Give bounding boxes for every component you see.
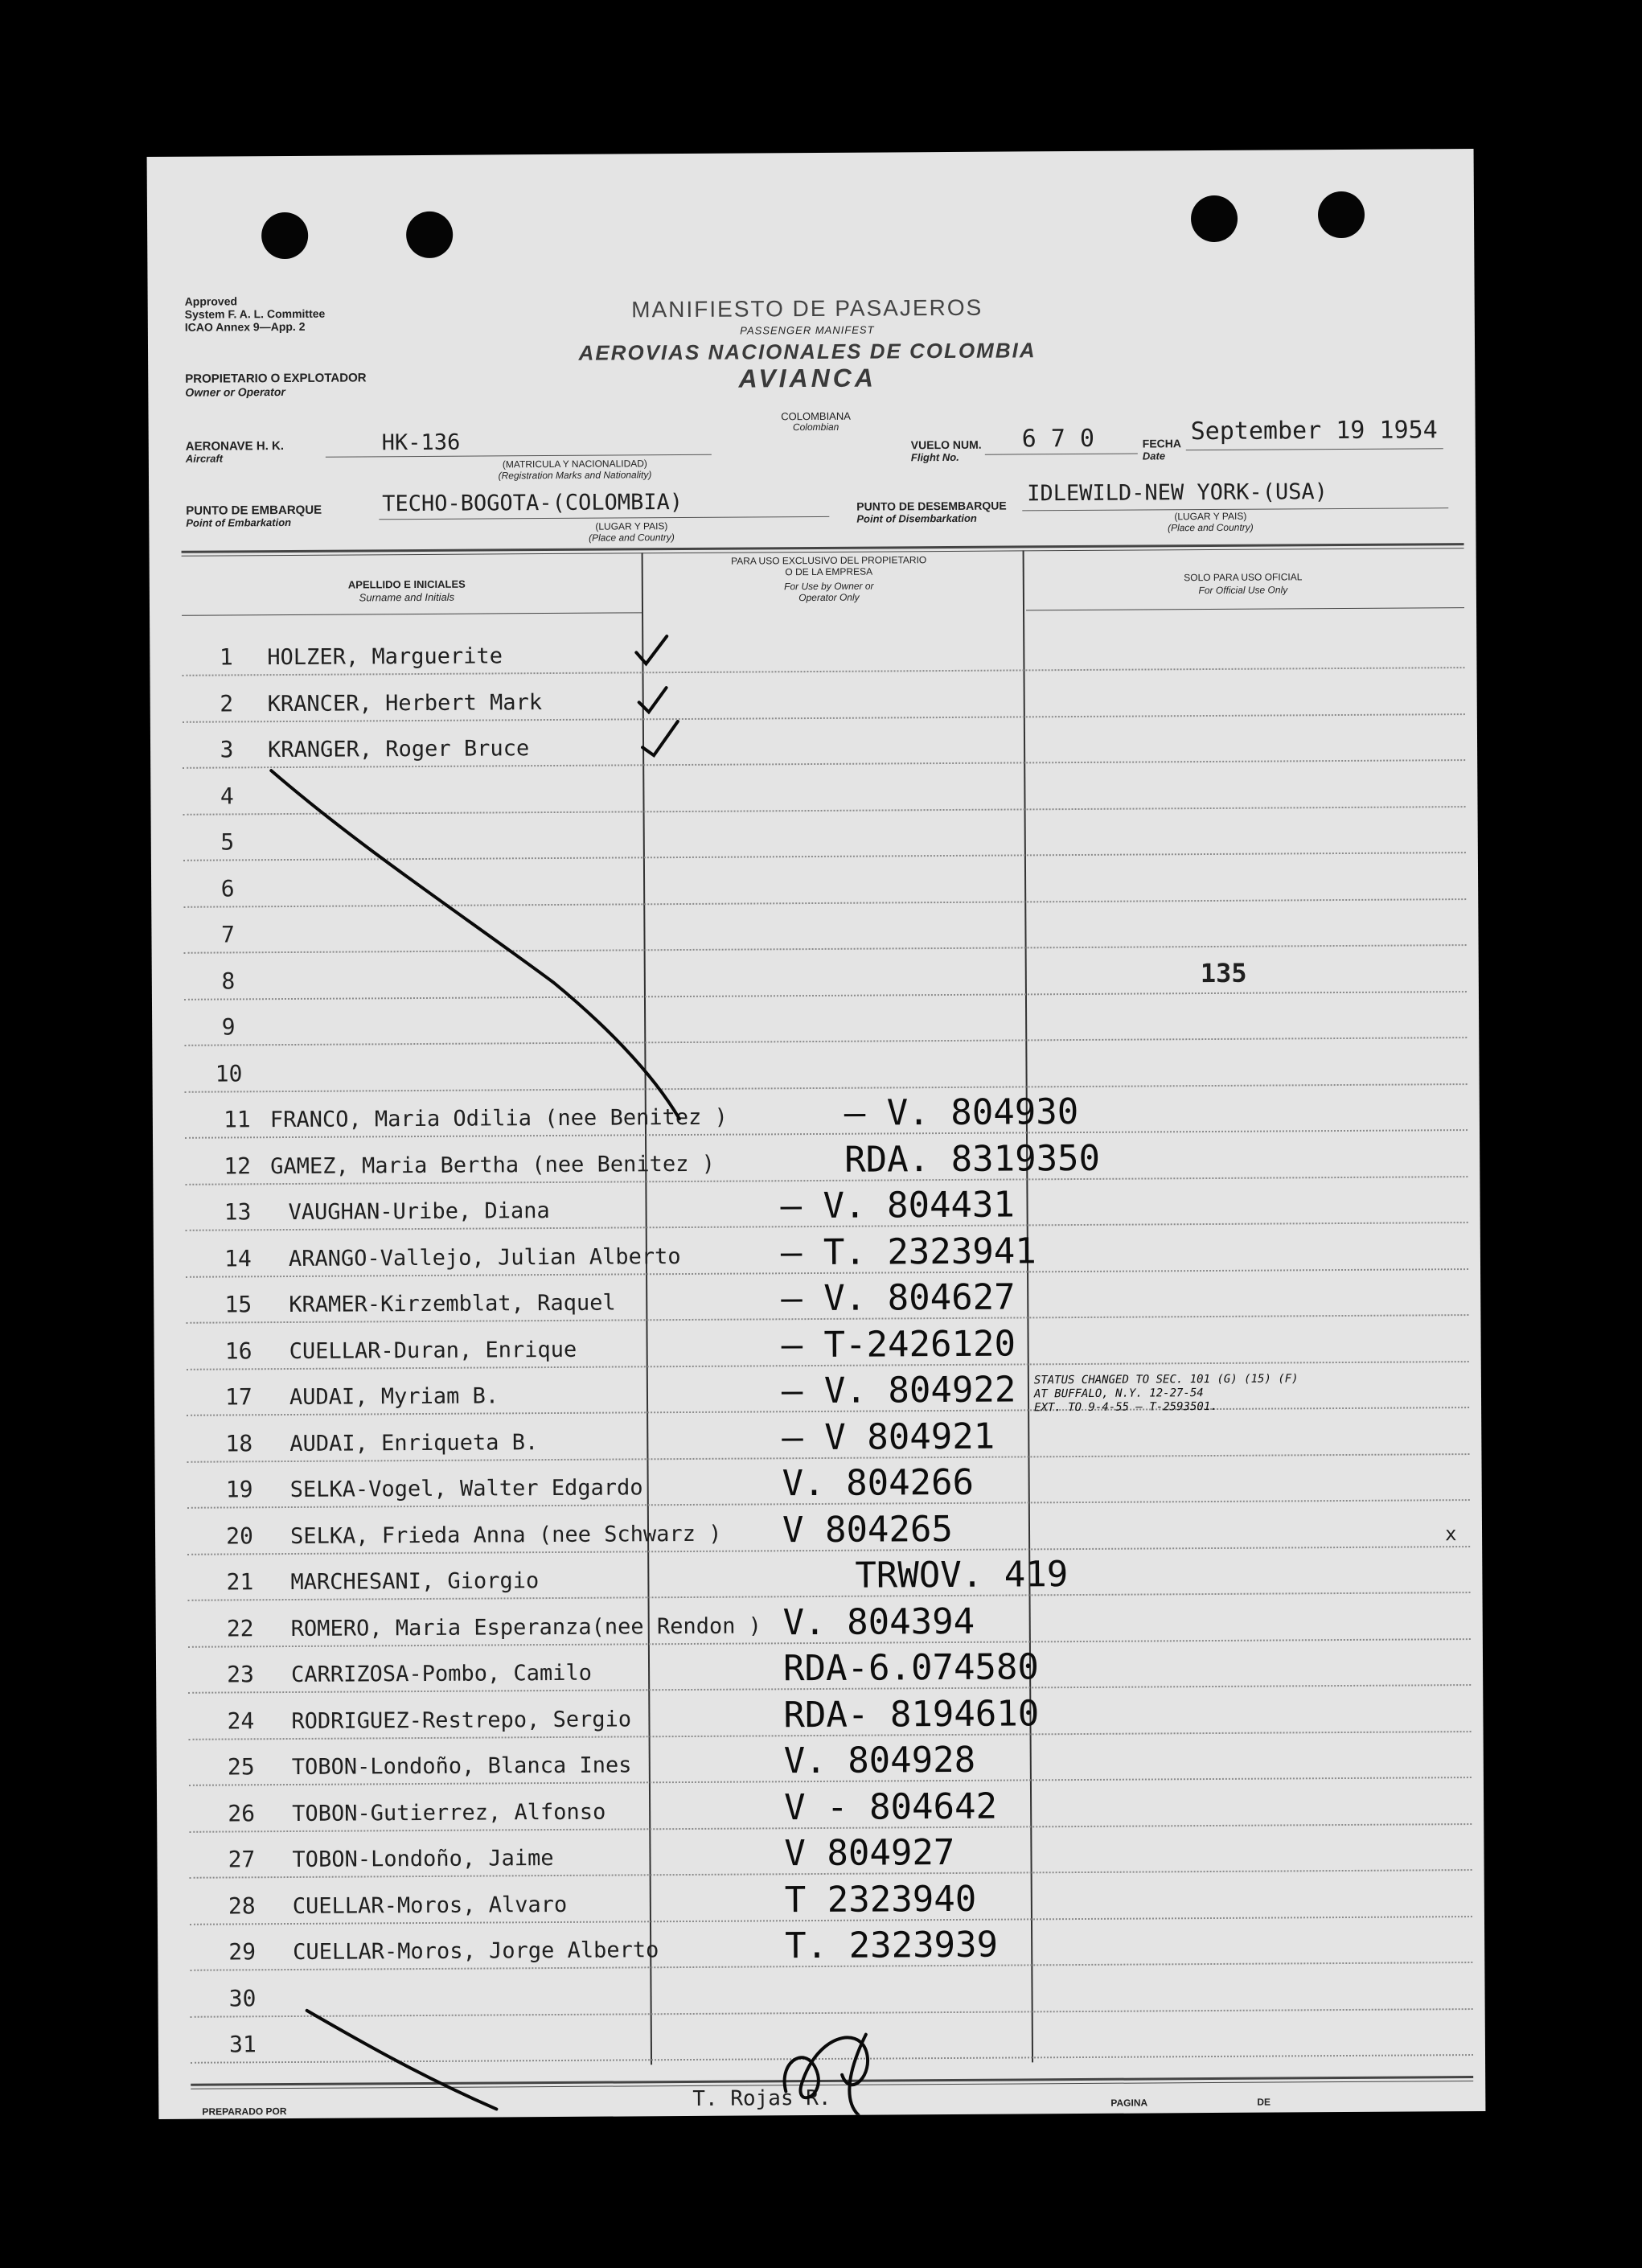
row-number: 24	[227, 1707, 255, 1734]
owner-note: V 804265	[782, 1508, 954, 1551]
column-header-owner-en: Operator Only	[798, 591, 860, 604]
row-number: 23	[227, 1661, 255, 1688]
owner-note: T. 2323939	[785, 1924, 999, 1967]
owner-note: — T-2426120	[781, 1322, 1016, 1366]
passenger-name: CUELLAR-Duran, Enrique	[289, 1337, 577, 1364]
passenger-name: MARCHESANI, Giorgio	[290, 1568, 540, 1596]
row-number: 2	[220, 689, 234, 717]
row-number: 27	[228, 1846, 256, 1873]
approval-line: ICAO Annex 9—App. 2	[184, 319, 306, 334]
row-number: 14	[224, 1244, 252, 1272]
owner-note: — V 804921	[782, 1415, 995, 1458]
status-note: STATUS CHANGED TO SEC. 101 (G) (15) (F)	[1033, 1372, 1299, 1387]
passenger-name: CUELLAR-Moros, Alvaro	[292, 1892, 568, 1919]
signature-scrawl	[784, 2035, 868, 2116]
row-number: 6	[220, 874, 235, 902]
passenger-name: SELKA, Frieda Anna (nee Schwarz )	[289, 1521, 722, 1549]
form-title-en: PASSENGER MANIFEST	[740, 323, 875, 337]
passenger-name: TOBON-Londoño, Jaime	[292, 1846, 554, 1872]
official-number: 135	[1200, 957, 1247, 989]
passenger-name: AUDAI, Myriam B.	[289, 1383, 499, 1411]
date-label: FECHA	[1142, 437, 1182, 450]
nationality-label: COLOMBIANA	[781, 409, 851, 423]
date-value: September 19 1954	[1190, 416, 1438, 446]
row-number: 16	[224, 1337, 252, 1364]
flight-label: VUELO NUM.	[910, 438, 982, 452]
row-number: 11	[223, 1106, 251, 1133]
owner-note: — T. 2323941	[780, 1230, 1037, 1273]
row-number: 8	[221, 967, 236, 995]
status-note: AT BUFFALO, N.Y. 12-27-54	[1033, 1387, 1204, 1401]
row-number: 28	[228, 1892, 256, 1919]
column-header-surname: APELLIDO E INICIALES	[347, 577, 466, 591]
strike-line	[307, 2009, 497, 2110]
column-header-owner: PARA USO EXCLUSIVO DEL PROPIETARIO	[731, 554, 927, 567]
place-note: (LUGAR Y PAIS)	[1174, 510, 1247, 523]
owner-note: RDA-6.074580	[782, 1646, 1040, 1690]
disembark-label-en: Point of Disembarkation	[856, 512, 977, 525]
date-label-en: Date	[1142, 450, 1166, 462]
embark-label-en: Point of Embarkation	[186, 516, 292, 529]
row-number: 12	[224, 1152, 252, 1180]
nationality-label-en: Colombian	[792, 421, 839, 433]
row-number: 26	[228, 1799, 256, 1826]
owner-label: PROPIETARIO O EXPLOTADOR	[185, 371, 367, 386]
embark-value: TECHO-BOGOTA-(COLOMBIA)	[382, 489, 683, 517]
embark-label: PUNTO DE EMBARQUE	[186, 503, 322, 518]
of-label: DE	[1257, 2096, 1271, 2108]
checkmark-icon	[642, 721, 678, 755]
owner-note: RDA- 8194610	[783, 1692, 1040, 1736]
row-number: 17	[225, 1383, 252, 1411]
owner-note: T 2323940	[784, 1878, 977, 1921]
row-number: 4	[220, 782, 234, 810]
passenger-name: VAUGHAN-Uribe, Diana	[288, 1198, 550, 1226]
airline-name: AEROVIAS NACIONALES DE COLOMBIA	[578, 338, 1037, 365]
passenger-name: HOLZER, Marguerite	[267, 643, 503, 671]
form-title: MANIFIESTO DE PASAJEROS	[631, 294, 983, 323]
owner-note: V. 804928	[783, 1739, 976, 1782]
handwritten-marks	[147, 149, 1486, 2119]
prepared-label: PREPARADO POR	[202, 2106, 287, 2118]
margin-mark: x	[1444, 1522, 1457, 1546]
column-header-owner-en: For Use by Owner or	[784, 580, 874, 593]
owner-note: V. 804394	[782, 1600, 975, 1643]
strike-line	[271, 768, 679, 1121]
aircraft-label: AERONAVE H. K.	[185, 439, 285, 454]
place-note-en: (Place and Country)	[1168, 521, 1254, 534]
column-header-official-en: For Official Use Only	[1198, 584, 1288, 597]
approval-line: Approved	[184, 294, 238, 308]
passenger-name: ROMERO, Maria Esperanza(nee Rendon )	[290, 1613, 762, 1641]
passenger-name: KRANGER, Roger Bruce	[267, 736, 530, 763]
disembark-label: PUNTO DE DESEMBARQUE	[856, 499, 1007, 513]
owner-note: — V. 804922	[781, 1369, 1016, 1412]
owner-label-en: Owner or Operator	[185, 385, 285, 399]
passenger-name: KRANCER, Herbert Mark	[267, 689, 543, 717]
column-header-owner: O DE LA EMPRESA	[785, 565, 873, 578]
approval-line: System F. A. L. Committee	[184, 306, 326, 321]
row-number: 3	[220, 736, 234, 763]
registration-note: (MATRICULA Y NACIONALIDAD)	[502, 458, 647, 470]
aircraft-value: HK-136	[381, 429, 461, 456]
prepared-value: T. Rojas R.	[692, 2085, 831, 2111]
owner-note: — V. 804930	[844, 1091, 1079, 1134]
row-number: 1	[219, 643, 233, 671]
passenger-name: FRANCO, Maria Odilia (nee Benitez )	[269, 1104, 728, 1133]
checkmark-icon	[639, 688, 667, 712]
row-number: 7	[220, 921, 235, 948]
row-number: 31	[228, 2031, 257, 2058]
passenger-name: GAMEZ, Maria Bertha (nee Benitez )	[270, 1151, 716, 1179]
row-number: 20	[226, 1522, 253, 1549]
passenger-name: ARANGO-Vallejo, Julian Alberto	[288, 1243, 681, 1272]
row-number: 18	[225, 1429, 253, 1457]
passenger-name: AUDAI, Enriqueta B.	[289, 1429, 539, 1457]
aircraft-label-en: Aircraft	[185, 452, 224, 465]
owner-note: RDA. 8319350	[844, 1137, 1101, 1181]
row-number: 15	[224, 1291, 252, 1318]
row-number: 5	[220, 828, 235, 856]
row-number: 25	[227, 1753, 255, 1781]
row-number: 10	[215, 1059, 243, 1087]
airline-short: AVIANCA	[738, 363, 877, 393]
disembark-value: IDLEWILD-NEW YORK-(USA)	[1027, 479, 1328, 507]
place-note-en: (Place and Country)	[589, 532, 675, 544]
row-number: 13	[224, 1198, 252, 1226]
status-note: EXT. TO 9-4-55 — T-2593501.	[1034, 1399, 1217, 1415]
flight-label-en: Flight No.	[910, 450, 959, 464]
row-number: 21	[226, 1568, 254, 1596]
passenger-name: KRAMER-Kirzemblat, Raquel	[289, 1290, 616, 1318]
passenger-name: TOBON-Londoño, Blanca Ines	[291, 1752, 632, 1780]
column-header-surname-en: Surname and Initials	[359, 590, 455, 604]
row-number: 30	[228, 1984, 257, 2011]
owner-note: V - 804642	[783, 1785, 998, 1828]
passenger-name: CUELLAR-Moros, Jorge Alberto	[293, 1937, 659, 1965]
registration-note-en: (Registration Marks and Nationality)	[498, 469, 652, 482]
owner-note: V. 804266	[782, 1461, 975, 1505]
row-number: 9	[221, 1013, 236, 1041]
checkmark-icon	[636, 636, 667, 664]
row-number: 19	[225, 1476, 253, 1503]
owner-note: — V. 804627	[781, 1276, 1016, 1320]
passenger-name: CARRIZOSA-Pombo, Camilo	[291, 1660, 593, 1688]
owner-note: TRWOV. 419	[855, 1554, 1069, 1596]
passenger-name: TOBON-Gutierrez, Alfonso	[292, 1799, 606, 1826]
manifest-sheet	[147, 149, 1486, 2119]
owner-note: V 804927	[784, 1831, 955, 1875]
flight-value: 6 7 0	[1021, 424, 1095, 454]
passenger-name: SELKA-Vogel, Walter Edgardo	[289, 1475, 643, 1503]
passenger-name: RODRIGUEZ-Restrepo, Sergio	[291, 1706, 632, 1734]
column-header-official: SOLO PARA USO OFICIAL	[1184, 571, 1303, 584]
place-note: (LUGAR Y PAIS)	[595, 520, 668, 532]
row-number: 29	[228, 1938, 257, 1966]
page-label: PAGINA	[1110, 2097, 1148, 2109]
owner-note: — V. 804431	[780, 1184, 1016, 1227]
row-number: 22	[226, 1614, 254, 1641]
